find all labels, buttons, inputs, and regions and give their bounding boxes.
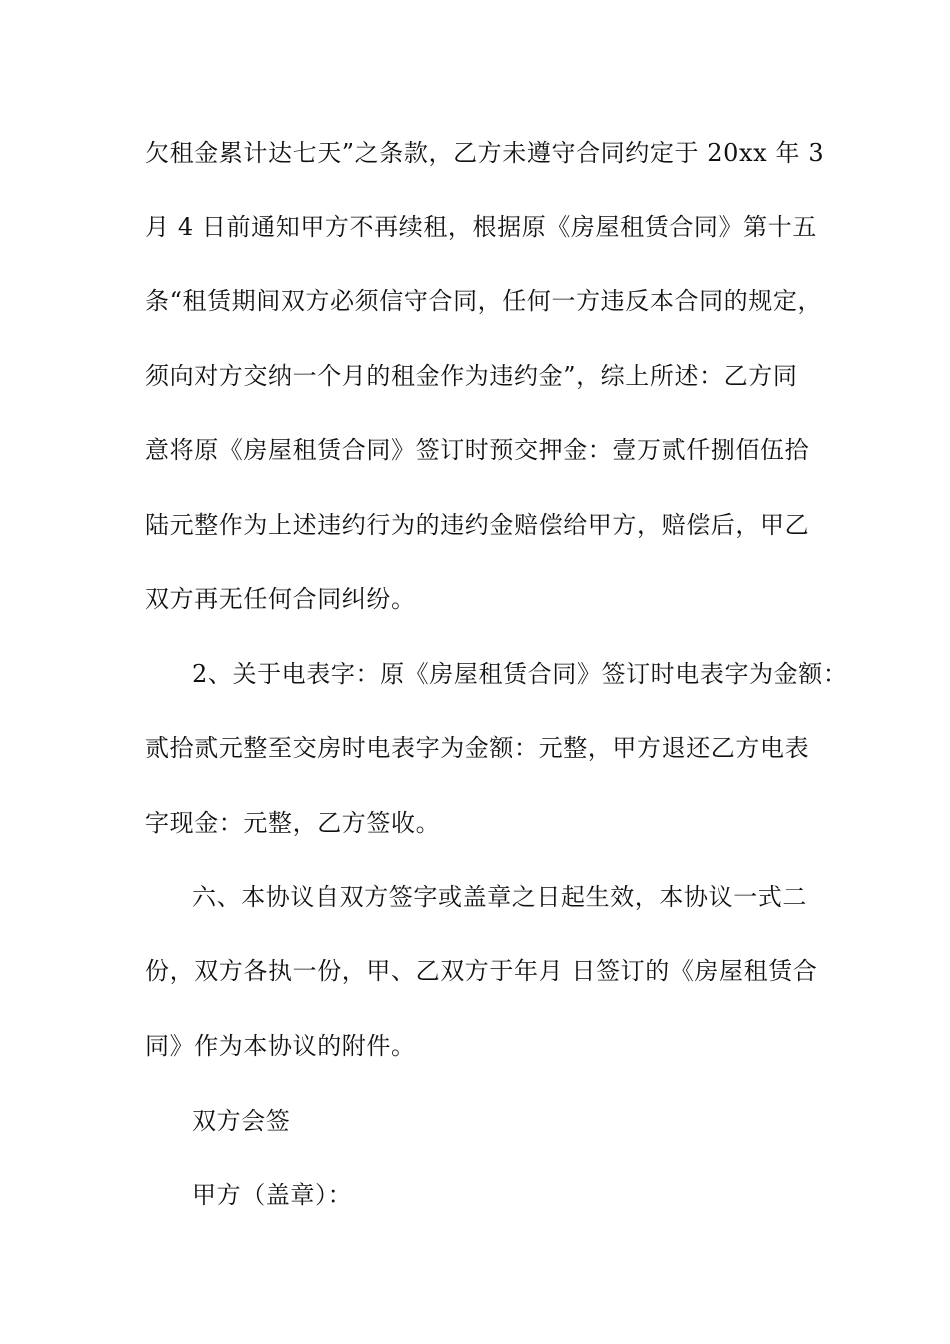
party-a-seal-label: 甲方（盖章）： [192,1181,353,1209]
text-line-9: 贰拾贰元整至交房时电表字为金额：元整，甲方退还乙方电表 [145,734,810,762]
text-line-7: 双方再无任何合同纠纷。 [145,585,416,613]
text-line-1: 欠租金累计达七天”之条款，乙方未遵守合同约定于 20xx 年 3 [145,139,825,167]
text-line-2: 月 4 日前通知甲方不再续租，根据原《房屋租赁合同》第十五 [145,213,817,241]
text-line-12: 份，双方各执一份，甲、乙双方于年月 日签订的《房屋租赁合 [145,957,818,985]
text-line-11: 六、本协议自双方签字或盖章之日起生效，本协议一式二 [192,883,807,911]
text-line-10: 字现金：元整，乙方签收。 [145,809,441,837]
text-line-5: 意将原《房屋租赁合同》签订时预交押金：壹万贰仟捌佰伍拾 [145,436,810,464]
text-line-4: 须向对方交纳一个月的租金作为违约金”，综上所述：乙方同 [145,362,798,390]
text-line-8: 2、关于电表字：原《房屋租赁合同》签订时电表字为金额： [192,660,848,688]
text-line-13: 同》作为本协议的附件。 [145,1032,416,1060]
signatures-heading: 双方会签 [192,1107,291,1135]
text-line-3: 条“租赁期间双方必须信守合同，任何一方违反本合同的规定， [145,287,823,315]
text-line-6: 陆元整作为上述违约行为的违约金赔偿给甲方，赔偿后，甲乙 [145,511,810,539]
